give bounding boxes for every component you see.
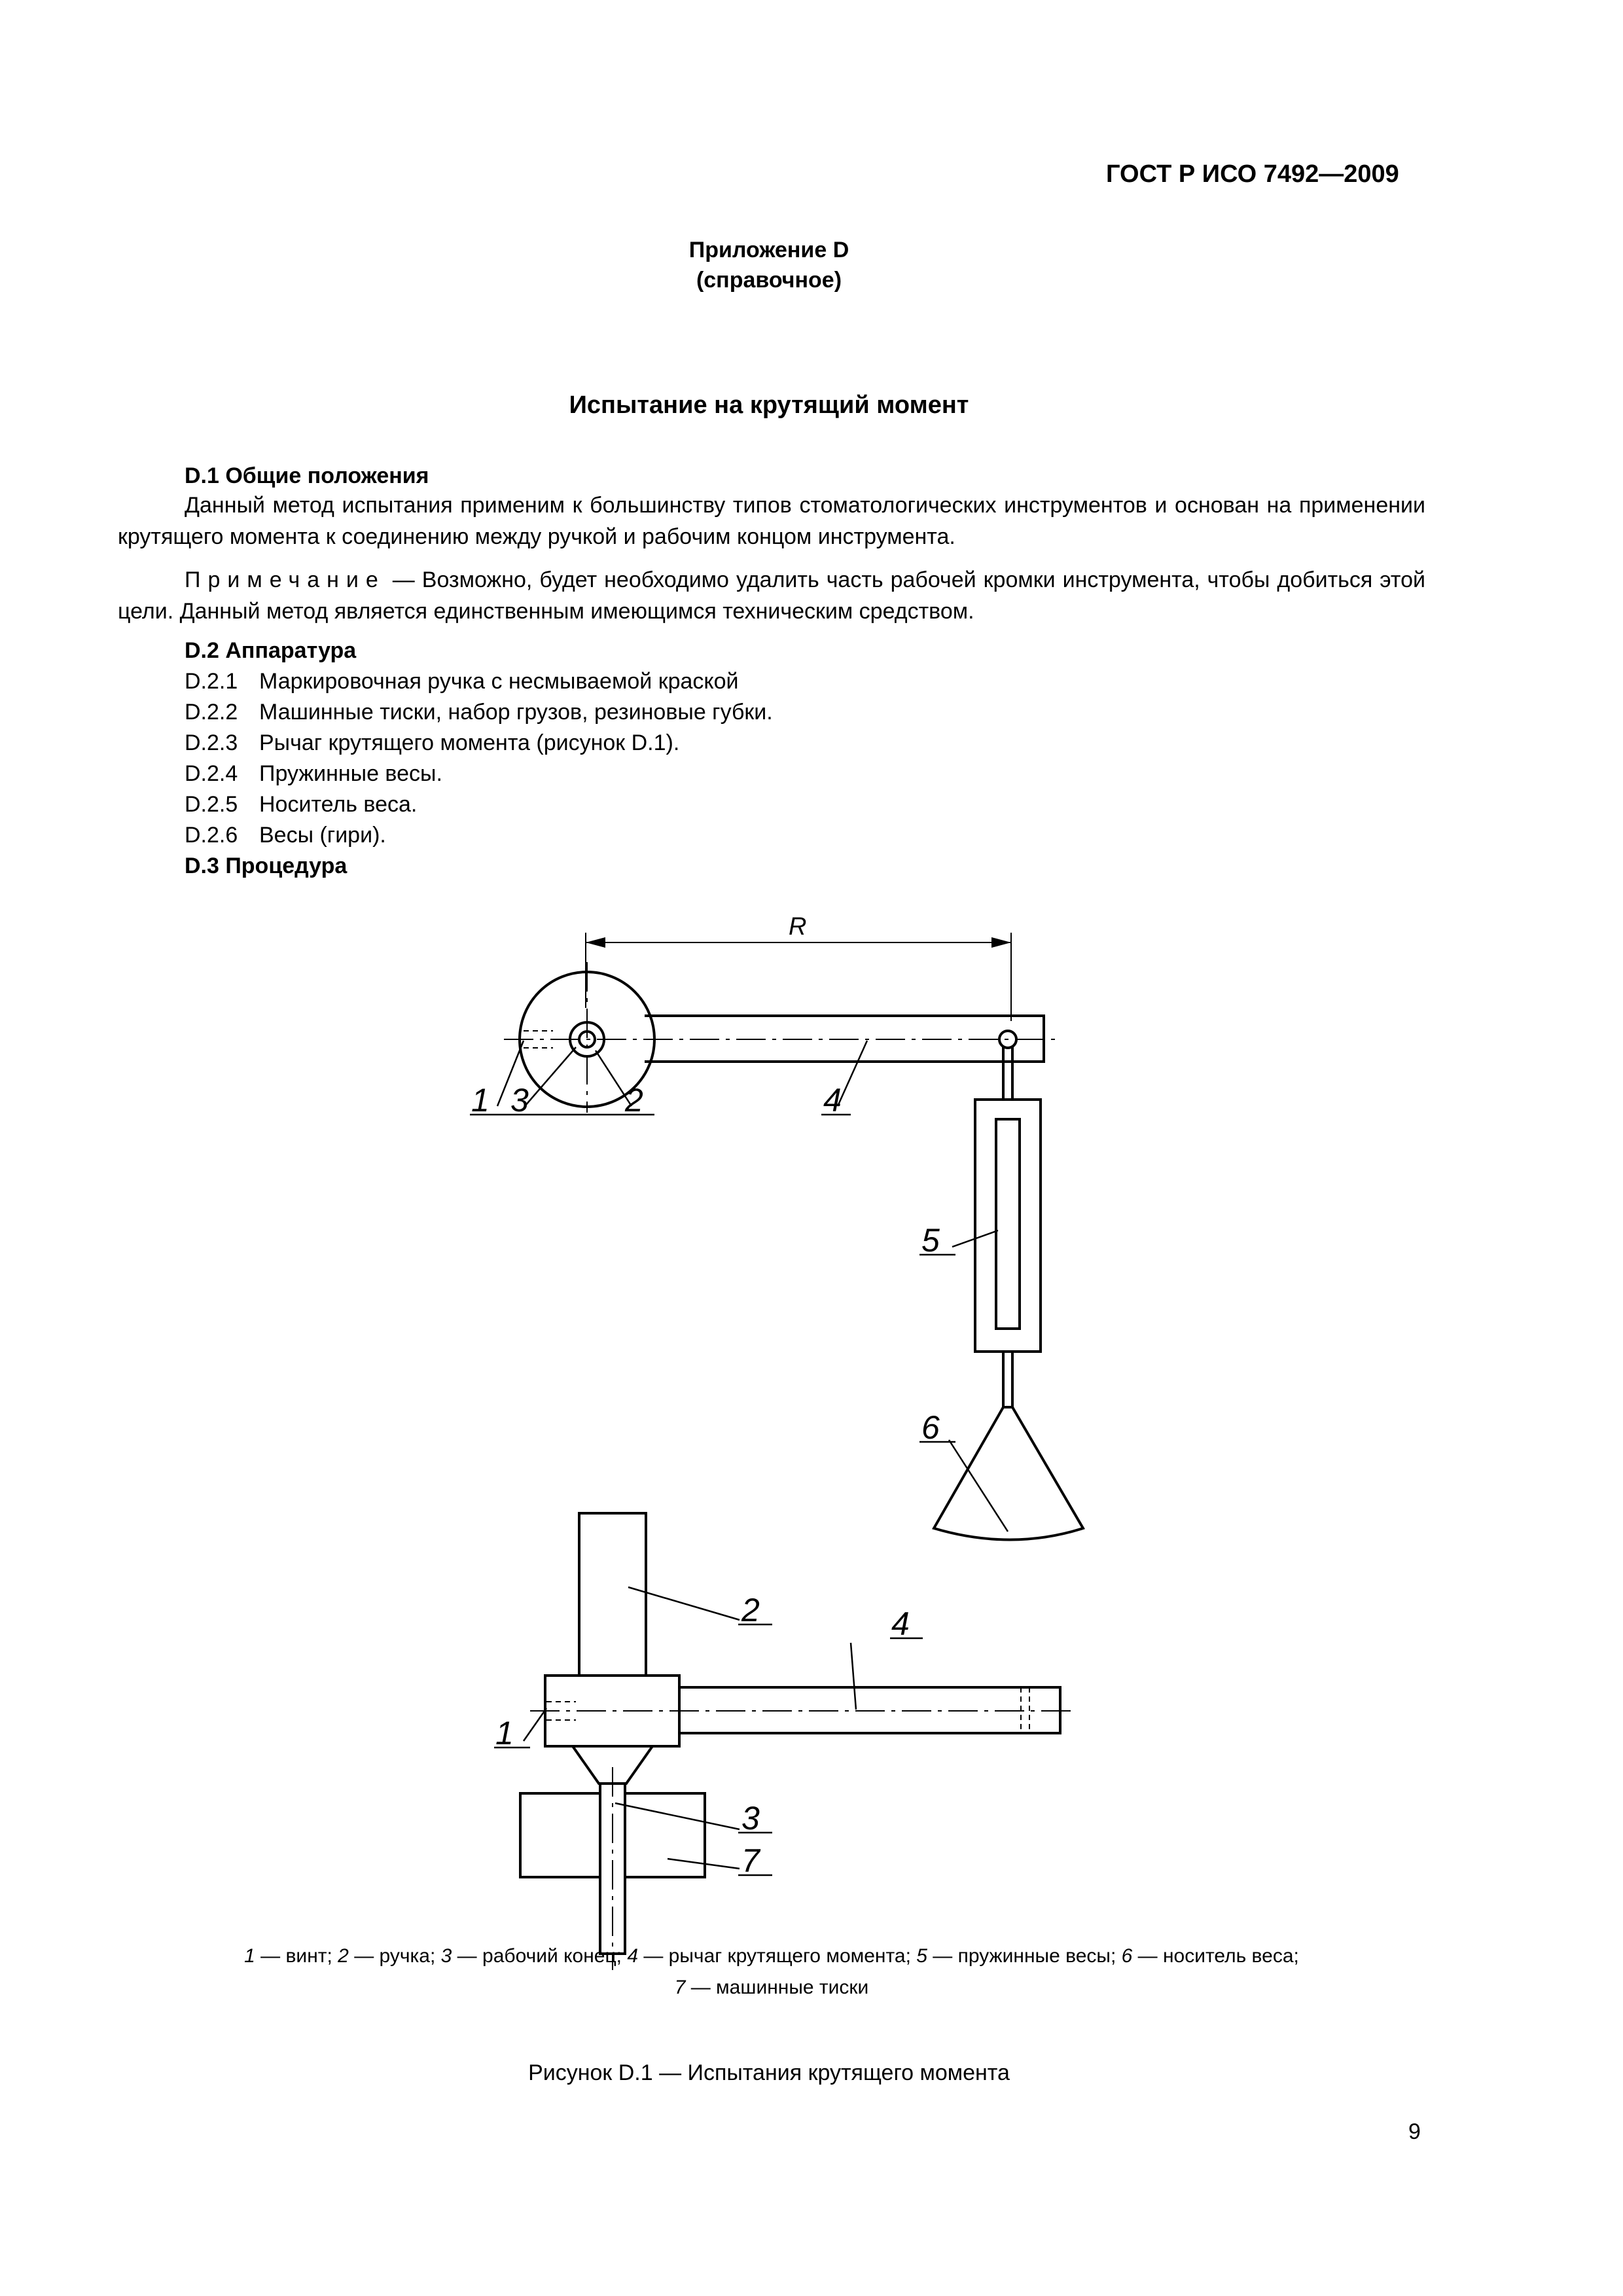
legend-text: — рычаг крутящего момента;	[638, 1945, 917, 1967]
annex-subtitle: (справочное)	[696, 267, 842, 293]
label-1-side: 1	[495, 1715, 514, 1751]
spring-scale-body	[975, 1100, 1041, 1352]
legend-num: 3	[440, 1945, 452, 1967]
label-underlines	[470, 1115, 955, 1875]
item-text: Машинные тиски, набор грузов, резиновые губки.	[259, 700, 773, 725]
section-d1-heading: D.1 Общие положения	[185, 463, 429, 488]
item-text: Носитель веса.	[259, 792, 418, 817]
item-number: D.2.6	[185, 823, 238, 848]
section-d3-heading: D.3 Процедура	[185, 853, 348, 878]
figure-legend	[118, 1941, 1425, 2003]
legend-text: — пружинные весы;	[927, 1945, 1122, 1967]
label-4-top: 4	[823, 1082, 842, 1119]
label-3-side: 3	[741, 1800, 760, 1837]
side-view-assembly	[520, 1513, 1073, 1970]
page-number: 9	[1408, 2119, 1421, 2144]
label-4-side: 4	[891, 1605, 910, 1642]
leader-1-side	[524, 1708, 546, 1741]
figure-caption: Рисунок D.1 — Испытания крутящего момента	[528, 2060, 1010, 2085]
vise-jaw-left	[520, 1793, 600, 1877]
legend-text: — рабочий конец;	[452, 1945, 628, 1967]
dimension-label-r: R	[789, 913, 807, 941]
label-5: 5	[921, 1222, 940, 1259]
spring-scale-window	[996, 1119, 1020, 1329]
handle-side	[579, 1513, 646, 1676]
legend-num: 7	[674, 1977, 686, 1998]
legend-num: 1	[244, 1945, 255, 1967]
legend-text: — винт;	[255, 1945, 338, 1967]
item-text: Пружинные весы.	[259, 761, 442, 786]
label-6: 6	[921, 1409, 940, 1446]
standard-number: ГОСТ Р ИСО 7492—2009	[1106, 160, 1399, 188]
legend-num: 6	[1121, 1945, 1133, 1967]
label-2-side: 2	[741, 1592, 760, 1628]
item-number: D.2.3	[185, 730, 238, 755]
legend-num: 5	[916, 1945, 927, 1967]
weight-carrier	[934, 1407, 1083, 1540]
item-text: Рычаг крутящего момента (рисунок D.1).	[259, 730, 680, 755]
section-d1-text: Данный метод испытания применим к большинству типов стоматологических инструментов и основан на применении крутящего момента к соединению между ручкой и рабочим концом инструмента.	[118, 493, 1425, 549]
item-text: Весы (гири).	[259, 823, 386, 848]
note-label: Примечание	[185, 567, 385, 592]
legend-num: 4	[627, 1945, 639, 1967]
leader-lines	[497, 1041, 1008, 1869]
label-7: 7	[741, 1842, 760, 1879]
legend-num: 2	[338, 1945, 349, 1967]
leader-4-side	[851, 1643, 856, 1710]
legend-text: — машинные тиски	[685, 1977, 869, 1998]
legend-text: — носитель веса;	[1132, 1945, 1299, 1967]
dimension-arrow-right	[991, 937, 1011, 948]
item-number: D.2.5	[185, 792, 238, 817]
leader-3-side	[615, 1803, 740, 1829]
label-3-top: 3	[510, 1082, 529, 1119]
label-2-top: 2	[625, 1082, 643, 1119]
item-number: D.2.2	[185, 700, 238, 725]
note-text: — Возможно, будет необходимо удалить часть рабочей кромки инструмента, чтобы добиться этой цели. Данный метод является единственным имеющимся техническим средством.	[118, 567, 1425, 624]
label-1-top: 1	[471, 1082, 490, 1119]
vise-jaw-right	[625, 1793, 705, 1877]
dimension-arrow-left	[586, 937, 605, 948]
page-title: Испытание на крутящий момент	[569, 391, 969, 419]
leader-4-top	[838, 1041, 867, 1106]
top-view-assembly	[504, 933, 1083, 1540]
section-d2-heading: D.2 Аппаратура	[185, 638, 357, 663]
item-number: D.2.1	[185, 669, 238, 694]
item-number: D.2.4	[185, 761, 238, 786]
annex-title: Приложение D	[688, 238, 849, 262]
item-text: Маркировочная ручка с несмываемой краской	[259, 669, 739, 694]
legend-text: — ручка;	[348, 1945, 441, 1967]
